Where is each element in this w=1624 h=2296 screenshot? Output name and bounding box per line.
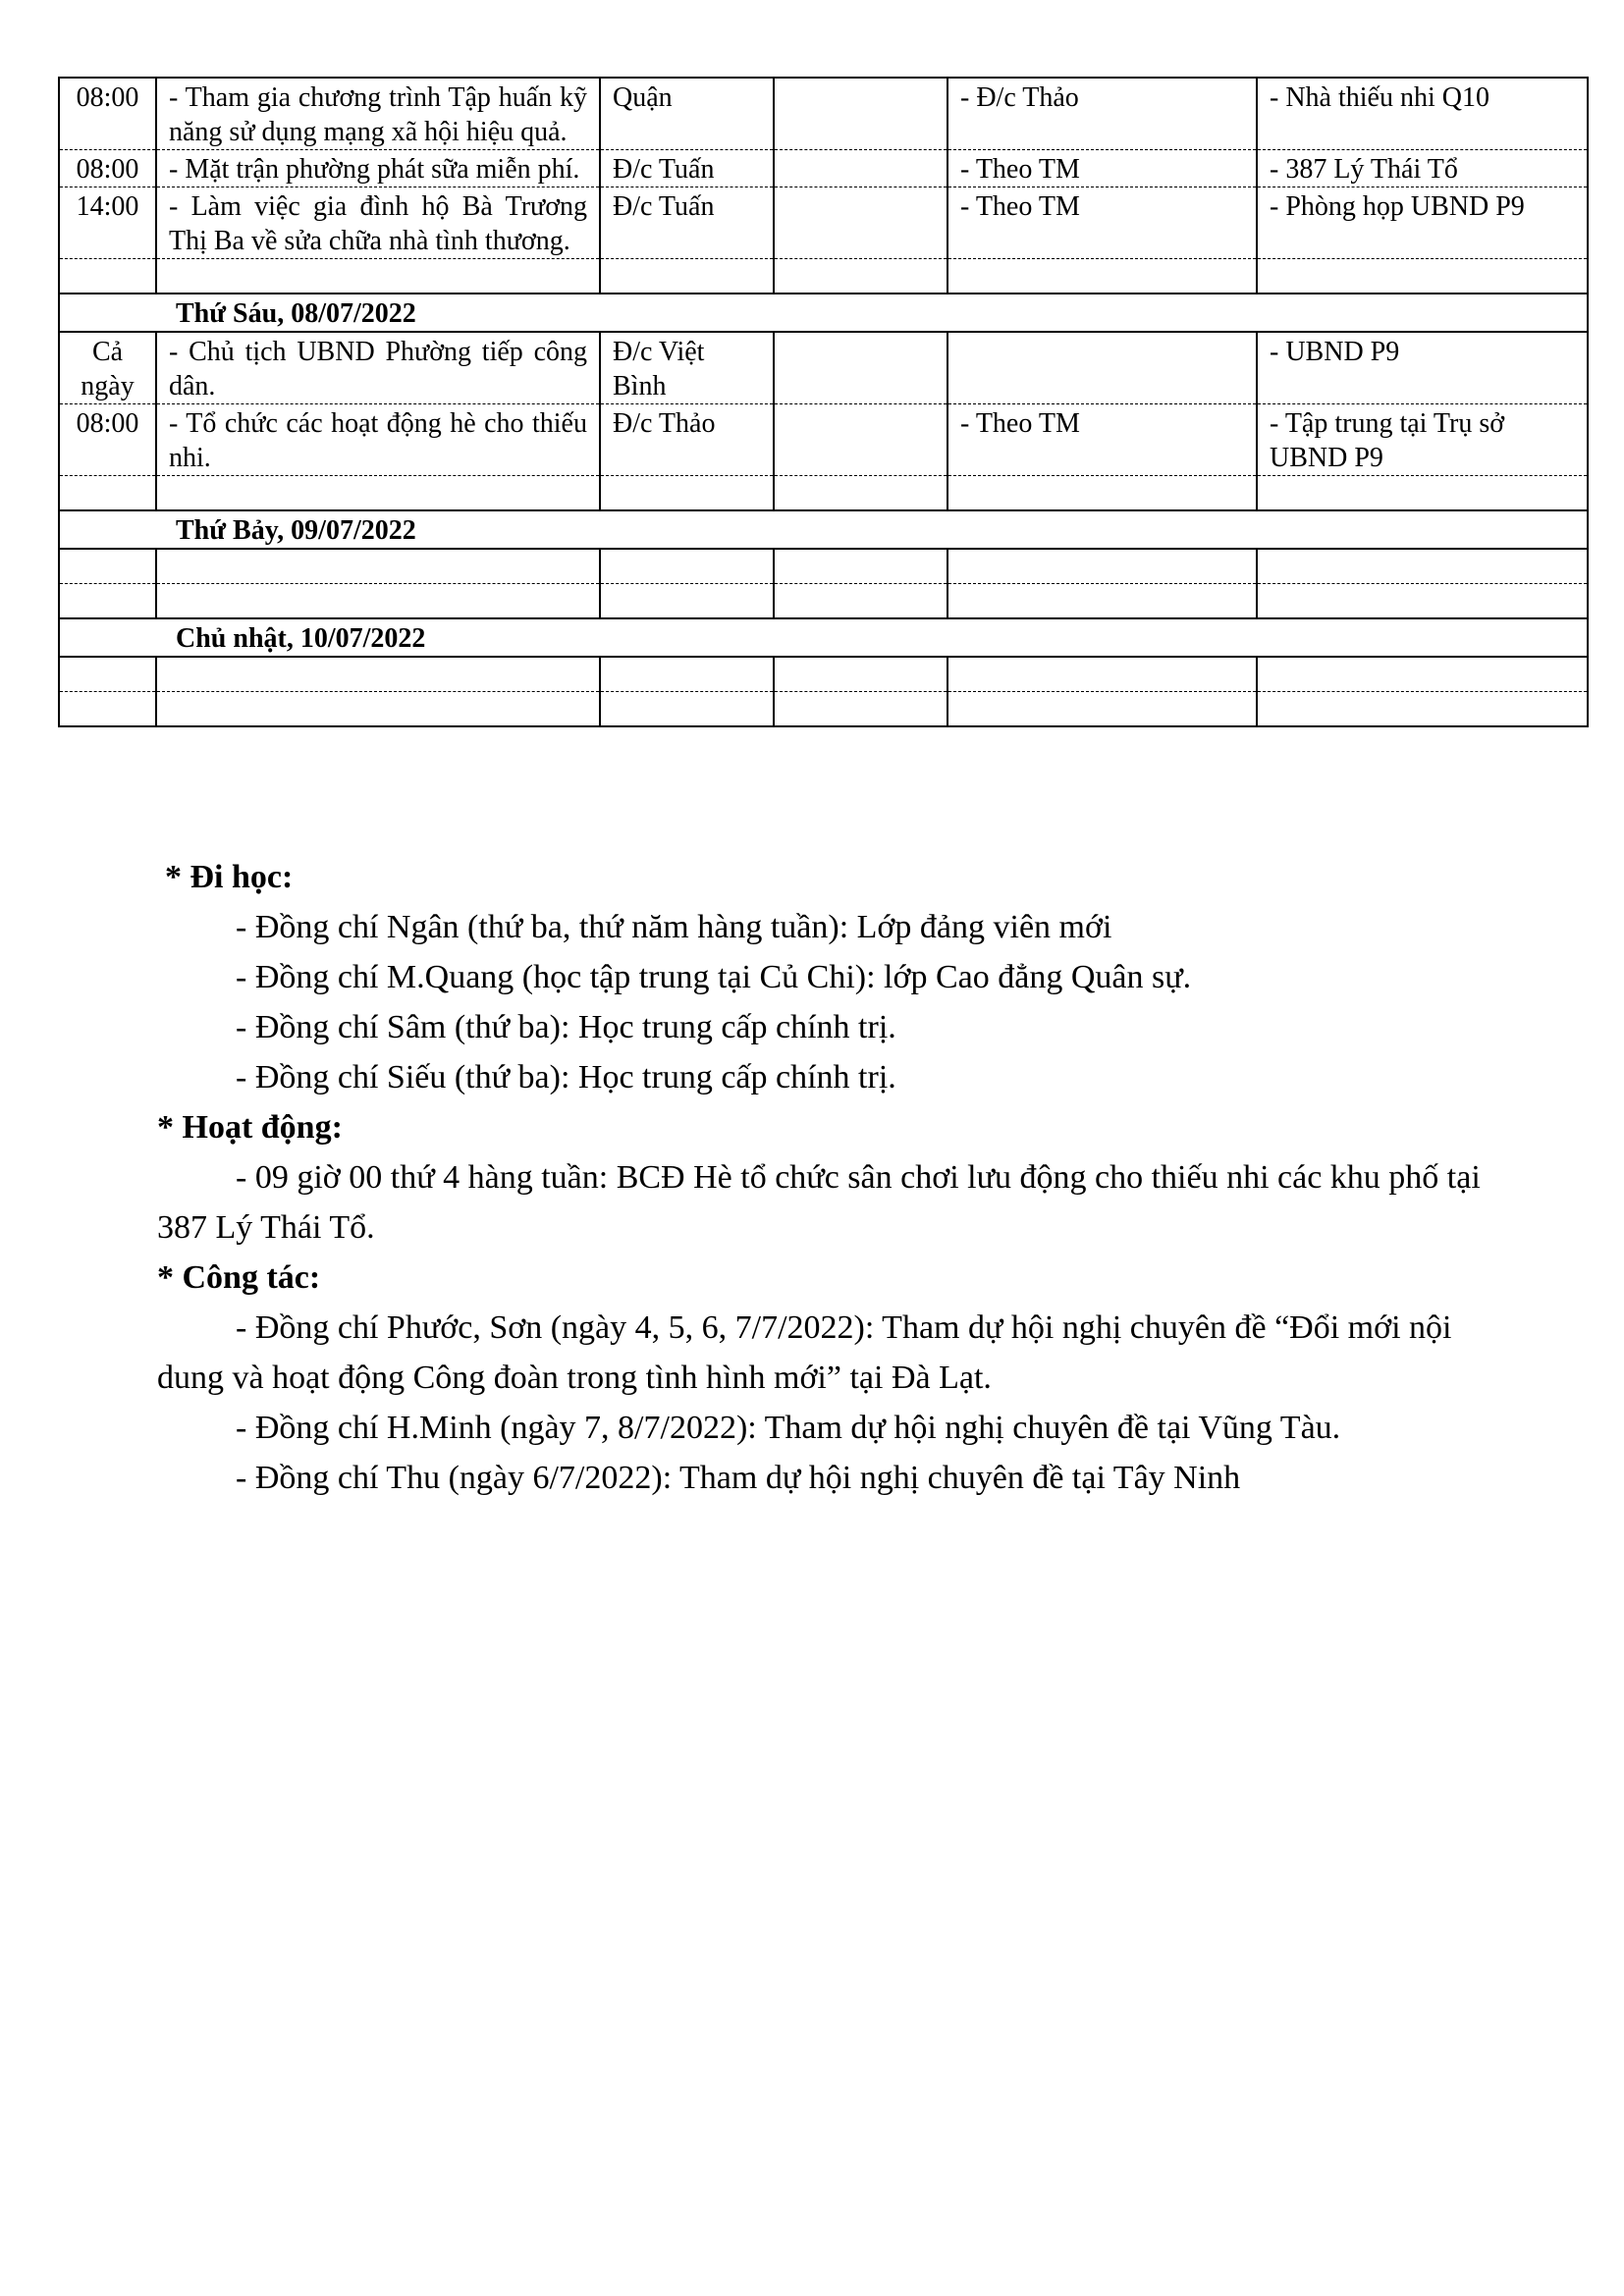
blank-cell bbox=[156, 657, 600, 692]
day-header-row bbox=[59, 294, 1588, 332]
blank-cell bbox=[156, 584, 600, 619]
blank-row bbox=[59, 692, 1588, 727]
day-header-sunday: Chủ nhật, 10/07/2022 bbox=[59, 618, 1588, 657]
blank-cell bbox=[774, 657, 947, 692]
blank-cell bbox=[59, 692, 156, 727]
table-row bbox=[59, 404, 1588, 476]
place-cell: - Phòng họp UBND P9 bbox=[1257, 187, 1588, 259]
blank-cell bbox=[947, 657, 1257, 692]
blank-cell bbox=[1257, 584, 1588, 619]
study-item: - Đồng chí Ngân (thứ ba, thứ năm hàng tuần): Lớp đảng viên mới bbox=[236, 909, 1112, 945]
col4-cell bbox=[774, 78, 947, 150]
study-heading: * Đi học: bbox=[165, 859, 294, 895]
day-header-saturday: Thứ Bảy, 09/07/2022 bbox=[59, 510, 1588, 549]
blank-cell bbox=[59, 476, 156, 511]
blank-cell bbox=[600, 584, 774, 619]
col4-cell bbox=[774, 332, 947, 404]
content-cell: - Chủ tịch UBND Phường tiếp công dân. bbox=[156, 332, 600, 404]
content-cell: - Mặt trận phường phát sữa miễn phí. bbox=[156, 150, 600, 187]
time-cell: 08:00 bbox=[59, 150, 156, 187]
place-cell: - UBND P9 bbox=[1257, 332, 1588, 404]
blank-cell bbox=[1257, 692, 1588, 727]
work-heading: * Công tác: bbox=[157, 1259, 321, 1296]
content-cell: - Tham gia chương trình Tập huấn kỹ năng sử dụng mạng xã hội hiệu quả. bbox=[156, 78, 600, 150]
blank-cell bbox=[156, 549, 600, 584]
blank-cell bbox=[59, 259, 156, 294]
day-header-row bbox=[59, 510, 1588, 549]
day-header-friday: Thứ Sáu, 08/07/2022 bbox=[59, 294, 1588, 332]
blank-cell bbox=[774, 549, 947, 584]
content-cell: - Làm việc gia đình hộ Bà Trương Thị Ba về sửa chữa nhà tình thương. bbox=[156, 187, 600, 259]
notes-section bbox=[157, 852, 1502, 1503]
schedule-table bbox=[58, 77, 1589, 727]
time-cell: 14:00 bbox=[59, 187, 156, 259]
blank-cell bbox=[1257, 259, 1588, 294]
blank-cell bbox=[1257, 657, 1588, 692]
blank-cell bbox=[1257, 476, 1588, 511]
blank-cell bbox=[59, 549, 156, 584]
blank-cell bbox=[600, 692, 774, 727]
lead-cell: Đ/c Việt Bình bbox=[600, 332, 774, 404]
col5-cell: - Theo TM bbox=[947, 404, 1257, 476]
blank-cell bbox=[156, 259, 600, 294]
blank-cell bbox=[774, 692, 947, 727]
col5-cell: - Đ/c Thảo bbox=[947, 78, 1257, 150]
blank-cell bbox=[774, 259, 947, 294]
blank-cell bbox=[1257, 549, 1588, 584]
table-row bbox=[59, 78, 1588, 150]
blank-cell bbox=[600, 657, 774, 692]
study-item: - Đồng chí Sâm (thứ ba): Học trung cấp chính trị. bbox=[236, 1009, 896, 1045]
blank-cell bbox=[59, 584, 156, 619]
blank-cell bbox=[59, 657, 156, 692]
blank-row bbox=[59, 549, 1588, 584]
place-cell: - 387 Lý Thái Tổ bbox=[1257, 150, 1588, 187]
col5-cell: - Theo TM bbox=[947, 150, 1257, 187]
blank-cell bbox=[774, 476, 947, 511]
blank-cell bbox=[947, 584, 1257, 619]
blank-row bbox=[59, 584, 1588, 619]
lead-cell: Đ/c Tuấn bbox=[600, 187, 774, 259]
activity-heading: * Hoạt động: bbox=[157, 1109, 343, 1146]
day-header-row bbox=[59, 618, 1588, 657]
work-item: - Đồng chí H.Minh (ngày 7, 8/7/2022): Tham dự hội nghị chuyên đề tại Vũng Tàu. bbox=[236, 1410, 1341, 1446]
place-cell: - Tập trung tại Trụ sở UBND P9 bbox=[1257, 404, 1588, 476]
blank-cell bbox=[600, 476, 774, 511]
table-row bbox=[59, 187, 1588, 259]
time-cell: Cả ngày bbox=[59, 332, 156, 404]
blank-cell bbox=[600, 259, 774, 294]
col5-cell bbox=[947, 332, 1257, 404]
table-row bbox=[59, 150, 1588, 187]
col4-cell bbox=[774, 150, 947, 187]
blank-row bbox=[59, 259, 1588, 294]
blank-cell bbox=[156, 476, 600, 511]
blank-cell bbox=[774, 584, 947, 619]
lead-cell: Đ/c Tuấn bbox=[600, 150, 774, 187]
col5-cell: - Theo TM bbox=[947, 187, 1257, 259]
blank-cell bbox=[947, 549, 1257, 584]
place-cell: - Nhà thiếu nhi Q10 bbox=[1257, 78, 1588, 150]
time-cell: 08:00 bbox=[59, 78, 156, 150]
work-item: - Đồng chí Thu (ngày 6/7/2022): Tham dự hội nghị chuyên đề tại Tây Ninh bbox=[236, 1460, 1241, 1496]
blank-cell bbox=[947, 259, 1257, 294]
content-cell: - Tổ chức các hoạt động hè cho thiếu nhi. bbox=[156, 404, 600, 476]
time-cell: 08:00 bbox=[59, 404, 156, 476]
table-row bbox=[59, 332, 1588, 404]
blank-cell bbox=[947, 692, 1257, 727]
study-item: - Đồng chí Siếu (thứ ba): Học trung cấp chính trị. bbox=[236, 1059, 896, 1095]
blank-row bbox=[59, 657, 1588, 692]
lead-cell: Đ/c Thảo bbox=[600, 404, 774, 476]
blank-cell bbox=[600, 549, 774, 584]
blank-cell bbox=[947, 476, 1257, 511]
lead-cell: Quận bbox=[600, 78, 774, 150]
blank-row bbox=[59, 476, 1588, 511]
study-item: - Đồng chí M.Quang (học tập trung tại Củ Chi): lớp Cao đẳng Quân sự. bbox=[236, 959, 1192, 995]
col4-cell bbox=[774, 187, 947, 259]
work-item: - Đồng chí Phước, Sơn (ngày 4, 5, 6, 7/7/2022): Tham dự hội nghị chuyên đề “Đổi mới nội dung và hoạt động Công đoàn trong tình hình mới” tại Đà Lạt. bbox=[157, 1309, 1452, 1396]
activity-item: - 09 giờ 00 thứ 4 hàng tuần: BCĐ Hè tổ chức sân chơi lưu động cho thiếu nhi các khu phố tại 387 Lý Thái Tổ. bbox=[157, 1159, 1481, 1246]
blank-cell bbox=[156, 692, 600, 727]
col4-cell bbox=[774, 404, 947, 476]
